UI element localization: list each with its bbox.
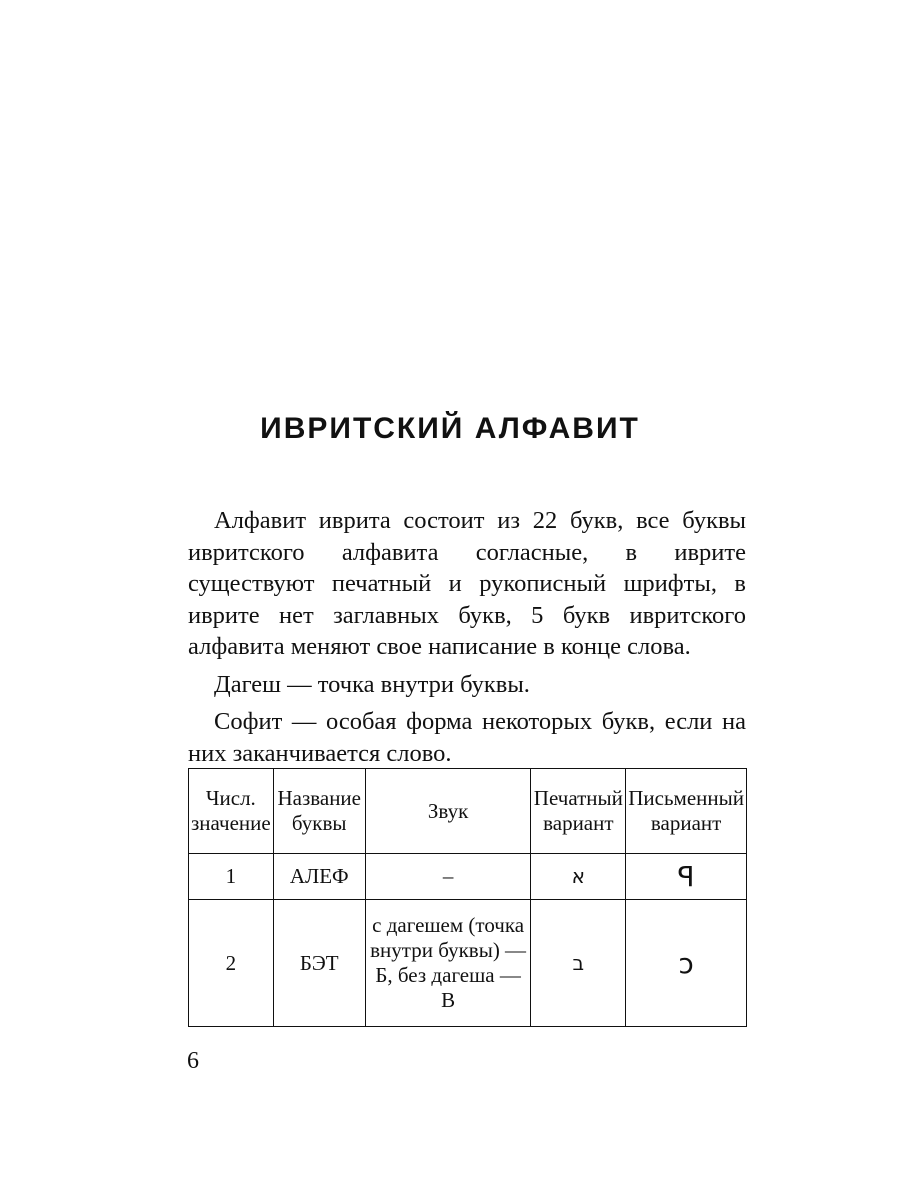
cell-name: АЛЕФ [273, 854, 365, 900]
paragraph-sofit: Софит — особая форма некоторых букв, если на них заканчивается слово. [188, 708, 746, 767]
page-number: 6 [187, 1048, 199, 1074]
header-print: Печатный вариант [531, 769, 626, 854]
cell-name: БЭТ [273, 900, 365, 1027]
table-row [189, 900, 747, 1027]
cell-number: 1 [189, 854, 274, 900]
page-title: ИВРИТСКИЙ АЛФАВИТ [260, 412, 640, 445]
alphabet-table [188, 768, 747, 1027]
body-text [188, 505, 746, 775]
cell-sound: – [365, 854, 531, 900]
cell-script-letter: ꟼ [626, 854, 747, 900]
header-name: Название буквы [273, 769, 365, 854]
header-script: Письменный вариант [626, 769, 747, 854]
paragraph-dagesh: Дагеш — точка внутри буквы. [214, 670, 530, 698]
cell-number: 2 [189, 900, 274, 1027]
cell-print-letter: א [531, 854, 626, 900]
cell-sound: с дагешем (точка внутри буквы) — Б, без дагеша — В [365, 900, 531, 1027]
header-sound: Звук [365, 769, 531, 854]
table-row [189, 854, 747, 900]
table-header-row [189, 769, 747, 854]
cell-script-letter: ɔ [626, 900, 747, 1027]
cell-print-letter: ב [531, 900, 626, 1027]
paragraph-intro: Алфавит иврита состоит из 22 букв, все буквы ивритского алфавита согласные, в иврите существуют печатный и рукописный шрифты, в иврите нет заглавных букв, 5 букв ивритского алфавита меняют свое написание в конце слова. [188, 507, 746, 660]
header-number: Числ. значение [189, 769, 274, 854]
